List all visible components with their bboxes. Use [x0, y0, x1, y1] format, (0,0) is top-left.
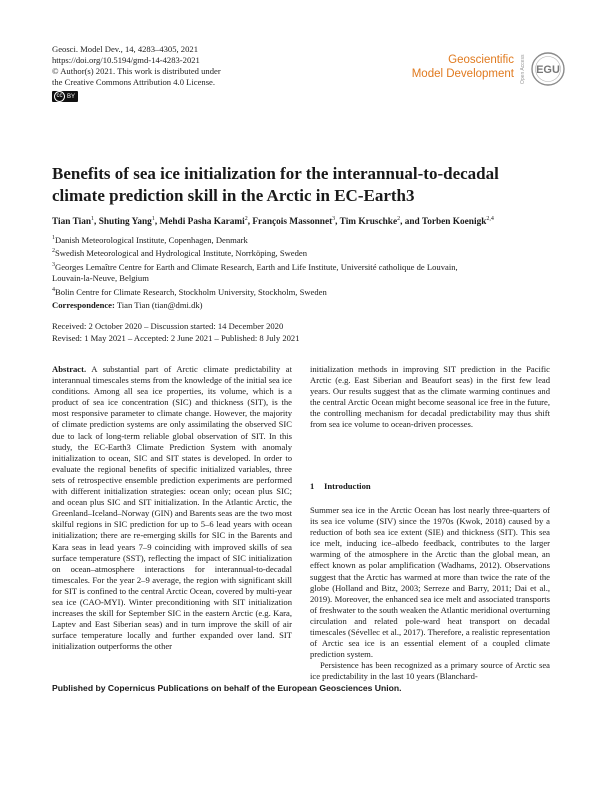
affiliation-item [52, 246, 562, 259]
affiliation-marker: 1 [52, 235, 55, 241]
intro-paragraph-2: Persistence has been recognized as a primary source of Arctic sea ice predictability in the last 10 years (Blanchard- [310, 660, 550, 682]
author-name: Tian Tian [52, 217, 92, 228]
abstract-continued: initialization methods in improving SIT prediction in the Pacific Arctic (e.g. East Siberian and Beaufort seas) in the first few lead years. Our results suggest that as the climate warming continues and the central Arctic Ocean might become seasonal ice free in the future, the controlling mechanism for decadal predictability may thus shift from sea ice volume to ocean-driven processes. [310, 364, 550, 430]
abstract [52, 364, 292, 652]
author-name: Mehdi Pasha Karami [159, 217, 245, 228]
author-affiliation-marker: 2,4 [486, 216, 494, 222]
affiliation-list [52, 233, 562, 298]
title-line-2: climate prediction skill in the Arctic in EC-Earth3 [52, 186, 415, 205]
author-separator: , [247, 217, 253, 228]
author-affiliation-marker: 2 [397, 216, 401, 222]
author-affiliation-marker: 1 [151, 216, 155, 222]
author-name: Torben Koenigk [421, 217, 487, 228]
author-separator: , [94, 217, 99, 228]
open-access-label: Open Access [520, 54, 526, 84]
publisher-footer: Published by Copernicus Publications on behalf of the European Geosciences Union. [52, 683, 402, 693]
egu-logo-icon [531, 52, 565, 86]
introduction-body [310, 505, 550, 683]
intro-paragraph-1: Summer sea ice in the Arctic Ocean has lost nearly three-quarters of its sea ice volume (SIV) since the 1970s (Kwok, 2018) caused by a reduction of both sea ice extent (SIE) and thickness (SIT). This sea ice melt, inducing ice–albedo feedback, contributes to the larger warming of the atmosphere in the Arctic than the global mean, an effect known as polar amplification (Wadhams, 2012). Observations suggest that the Arctic has warmed at more than twice the rate of the globe (Holland and Bitz, 2003; Serreze and Barry, 2011; Dai et al., 2019). Moreover, the enhanced sea ice melt and associated transports of freshwater to the south weaken the Atlantic meridional overturning circulation and related pole-ward heat transport on decadal timescales (Sévellec et al., 2017). Therefore, a realistic representation of Arctic sea ice is an essential element of a coupled climate prediction system. [310, 505, 550, 660]
affiliation-item [52, 273, 562, 285]
brand-line-1: Geoscientific [448, 54, 514, 66]
egu-logo-text: EGU [536, 64, 560, 76]
cc-by-badge-icon[interactable] [52, 91, 78, 102]
author-separator: , [154, 217, 160, 228]
section-number: 1 [310, 481, 315, 491]
dates-line-1: Received: 2 October 2020 – Discussion started: 14 December 2020 [52, 321, 284, 331]
abstract-label: Abstract. [52, 364, 87, 374]
affiliation-text: Georges Lemaître Centre for Earth and Climate Research, Earth and Life Institute, Université catholique de Louvain, [55, 261, 458, 272]
author-separator: , and [400, 217, 422, 228]
author-separator: , [335, 217, 340, 228]
author-affiliation-marker: 2 [244, 216, 248, 222]
cc-circle-icon: cc [54, 91, 65, 102]
author-affiliation-marker: 1 [91, 216, 95, 222]
license-line-2: the Creative Commons Attribution 4.0 License. [52, 77, 216, 87]
correspondence-contact[interactable]: Tian Tian (tian@dmi.dk) [114, 300, 203, 310]
author-name: Tim Kruschke [339, 217, 398, 228]
journal-citation: Geosci. Model Dev., 14, 4283–4305, 2021 [52, 44, 198, 54]
publication-dates [52, 321, 562, 344]
author-affiliation-marker: 3 [332, 216, 336, 222]
dates-line-2: Revised: 1 May 2021 – Accepted: 2 June 2021 – Published: 8 July 2021 [52, 332, 300, 343]
doi-link[interactable]: https://doi.org/10.5194/gmd-14-4283-2021 [52, 55, 200, 65]
author-list [52, 213, 562, 228]
journal-brand [392, 53, 514, 81]
affiliation-marker: 2 [52, 248, 55, 255]
author-name: Shuting Yang [98, 217, 152, 228]
affiliation-text: Danish Meteorological Institute, Copenhagen, Denmark [55, 234, 248, 245]
title-line-1: Benefits of sea ice initialization for the interannual-to-decadal [52, 164, 499, 183]
affiliation-text: Bolin Centre for Climate Research, Stockholm University, Stockholm, Sweden [55, 286, 327, 297]
abstract-text: A substantial part of Arctic climate predictability at interannual timescales stems from the knowledge of the initial sea ice conditions. Among all sea ice properties, its volume, which is a product of sea ice concentration (SIC) and thickness (SIT), is the most responsive parameter to climate change. However, the majority of climate prediction systems are only assimilating the observed SIC due to lack of long-term reliable global observation of SIT. In this study, the EC-Earth3 Climate Prediction System with anomaly initialization to ocean, SIC and SIT states is developed. In order to evaluate the regional benefits of specific initialized variables, three sets of retrospective ensemble prediction experiments are performed with different initialization strategies: ocean only; ocean plus SIC; and ocean plus SIC and SIT initialization. In the Atlantic Arctic, the Greenland–Iceland–Norway (GIN) and Barents seas are the two most skilful regions in SIC prediction for up to 5–6 lead years with ocean initialization; there are re-emerging skills for SIC in the Barents and Kara seas in lead years 7–9 coinciding with improved skills of sea surface temperature (SST), reflecting the impact of SIC initialization on ocean–atmosphere interactions for interannual-to-decadal timescales. For the year 2–9 average, the region with significant skill for SIT is confined to the central Arctic Ocean, covered by multi-year sea ice (CAO-MYI). Winter preconditioning with SIT initialization increases the skill for September SIC in the eastern Arctic (e.g. Kara, Laptev and East Siberian seas) and in turn improve the skill of air surface temperature locally and further expanded over land. SIT initialization outperforms the other [52, 364, 292, 652]
paper-title [52, 163, 552, 207]
journal-header [52, 44, 221, 88]
affiliation-marker: 3 [52, 261, 55, 268]
affiliation-item [52, 233, 562, 246]
affiliation-item [52, 260, 562, 273]
correspondence-label: Correspondence: [52, 300, 115, 310]
cc-by-label: BY [67, 94, 76, 100]
affiliation-marker: 4 [52, 286, 55, 293]
section-title: Introduction [324, 481, 371, 491]
author-name: François Massonnet [252, 217, 333, 228]
correspondence [52, 300, 203, 311]
license-line-1: © Author(s) 2021. This work is distributed under [52, 66, 221, 76]
affiliation-text: Louvain-la-Neuve, Belgium [52, 273, 149, 284]
affiliation-item [52, 285, 562, 298]
section-heading [310, 481, 371, 491]
affiliation-text: Swedish Meteorological and Hydrological Institute, Norrköping, Sweden [55, 248, 308, 259]
brand-line-2: Model Development [411, 68, 514, 80]
